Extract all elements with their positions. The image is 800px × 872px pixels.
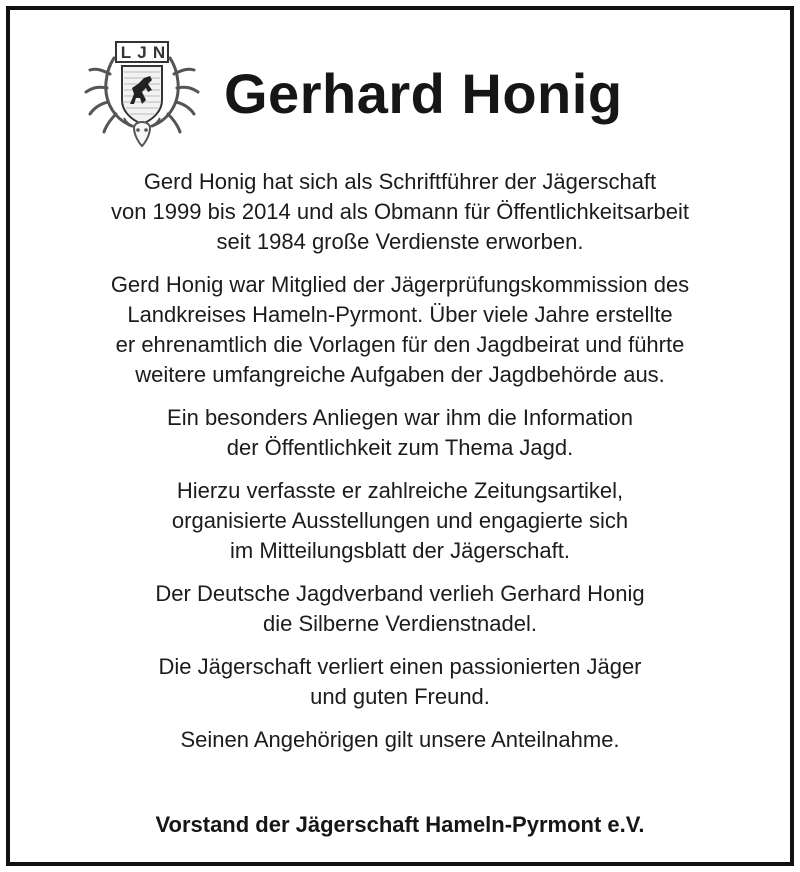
text-line: die Silberne Verdienstnadel. <box>263 611 537 636</box>
text-line: organisierte Ausstellungen und engagierte sich <box>171 508 629 533</box>
text-line: Ein besonders Anliegen war ihm die Information <box>167 405 633 430</box>
text-line: Hierzu verfasste er zahlreiche Zeitungsartikel, <box>176 478 624 503</box>
text-line: und guten Freund. <box>310 684 490 709</box>
paragraph-farewell <box>10 652 790 712</box>
paragraph-service-record <box>10 167 790 257</box>
text-line: Seinen Angehörigen gilt unsere Anteilnahme. <box>180 727 620 752</box>
text-line: seit 1984 große Verdienste erworben. <box>216 229 584 254</box>
notice-body <box>10 167 790 768</box>
text-line: Gerd Honig hat sich als Schriftführer der Jägerschaft <box>143 169 657 194</box>
paragraph-award <box>10 579 790 639</box>
text-line: Der Deutsche Jagdverband verlieh Gerhard Honig <box>155 581 645 606</box>
notice-header <box>10 10 790 160</box>
signature-line: Vorstand der Jägerschaft Hameln-Pyrmont e.V. <box>155 812 645 837</box>
hunting-association-antler-logo-icon <box>82 38 202 158</box>
paragraph-articles-exhibitions <box>10 476 790 566</box>
svg-text:J: J <box>137 43 147 62</box>
text-line: Die Jägerschaft verliert einen passionierten Jäger <box>158 654 642 679</box>
obituary-notice-frame <box>6 6 794 866</box>
text-line: der Öffentlichkeit zum Thema Jagd. <box>226 435 574 460</box>
text-line: im Mitteilungsblatt der Jägerschaft. <box>230 538 570 563</box>
paragraph-commission-member <box>10 270 790 390</box>
text-line: er ehrenamtlich die Vorlagen für den Jagdbeirat und führte <box>115 332 685 357</box>
text-line: von 1999 bis 2014 und als Obmann für Öffentlichkeitsarbeit <box>110 199 690 224</box>
paragraph-public-information <box>10 403 790 463</box>
text-line: Gerd Honig war Mitglied der Jägerprüfungskommission des <box>110 272 690 297</box>
svg-text:L: L <box>120 43 132 62</box>
text-line: Landkreises Hameln-Pyrmont. Über viele Jahre erstellte <box>127 302 673 327</box>
paragraph-condolences <box>10 725 790 755</box>
deceased-name-heading: Gerhard Honig <box>224 62 623 125</box>
text-line: weitere umfangreiche Aufgaben der Jagdbehörde aus. <box>135 362 665 387</box>
svg-text:N: N <box>152 43 166 62</box>
